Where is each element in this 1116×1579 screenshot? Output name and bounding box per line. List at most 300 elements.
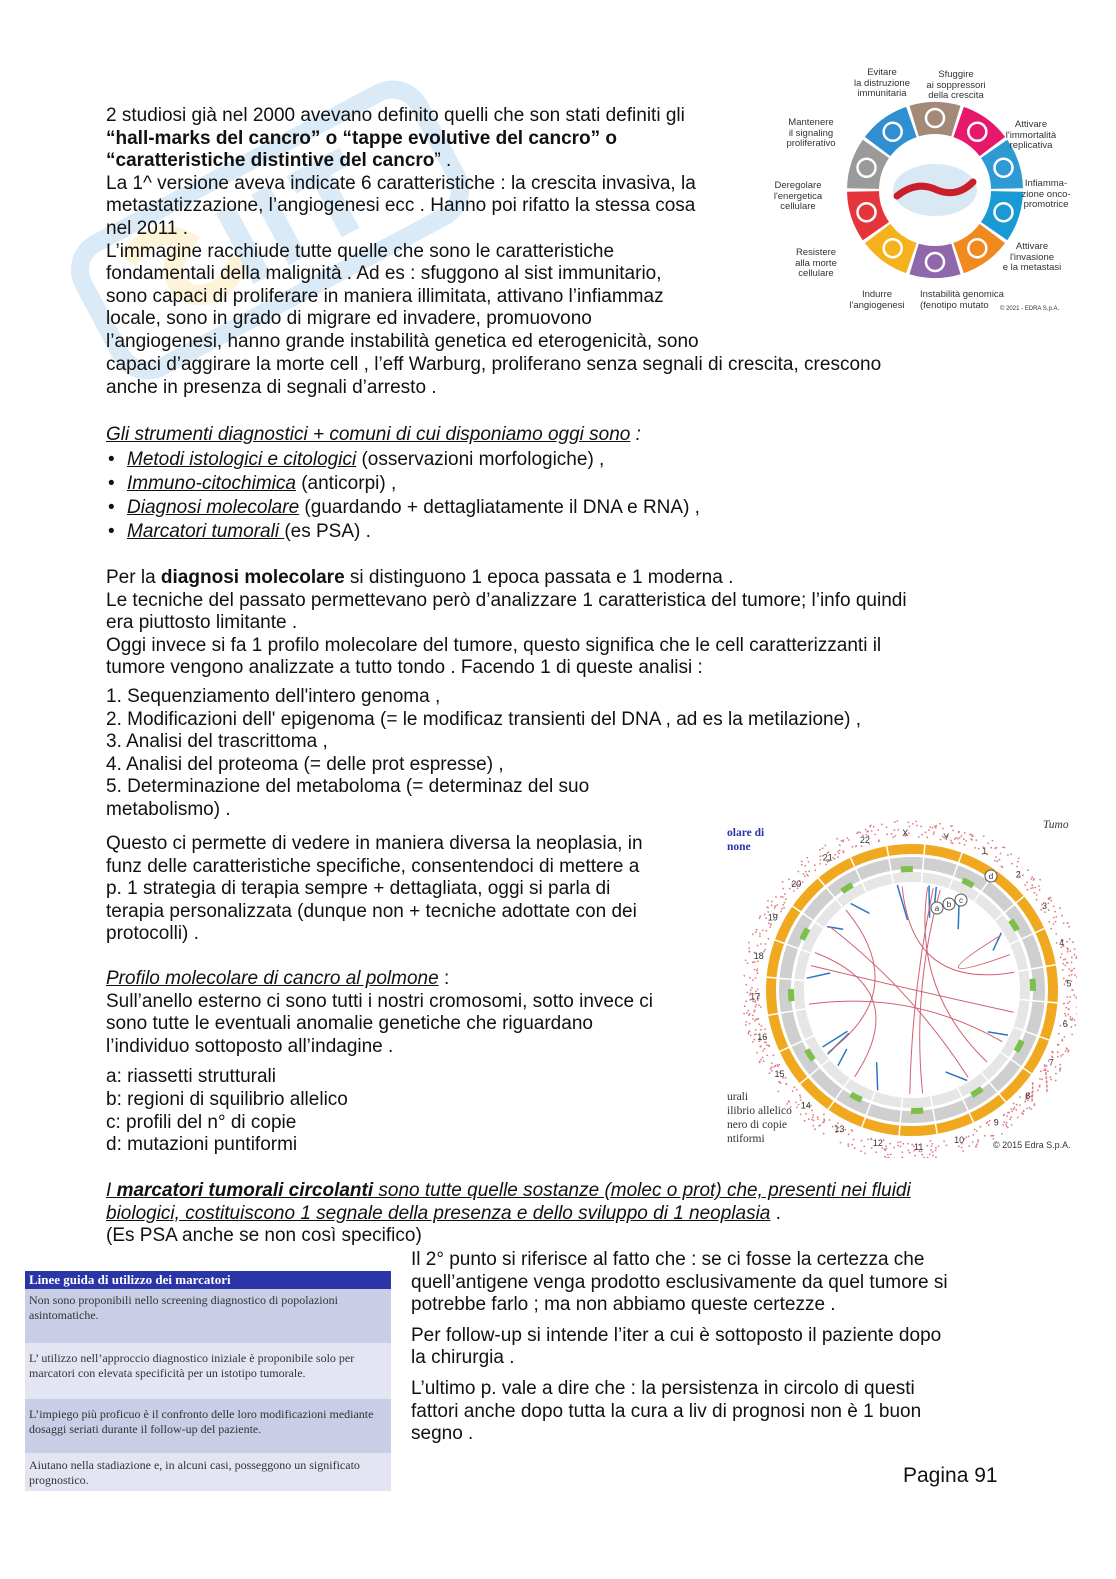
mutation-dot <box>745 959 747 961</box>
mutation-dot <box>754 1034 756 1036</box>
mutation-dot <box>1068 1050 1070 1052</box>
mutation-dot <box>765 943 767 945</box>
mutation-dot <box>1026 1108 1028 1110</box>
mutation-dot <box>812 1117 814 1119</box>
mutation-dot <box>1059 1070 1061 1072</box>
mutation-dot <box>1072 1018 1074 1020</box>
mutation-dot <box>808 1118 810 1120</box>
mutation-dot <box>911 1144 913 1146</box>
mutation-dot <box>1068 1009 1070 1011</box>
mutation-dot <box>1067 951 1069 953</box>
mutation-dot <box>1036 894 1038 896</box>
mutation-dot <box>908 1150 910 1152</box>
hallmarks-figure <box>770 68 1080 318</box>
mutation-dot <box>990 1135 992 1137</box>
mutation-dot <box>977 1139 979 1141</box>
neoplasia-line: funz delle caratteristiche specifiche, consentendoci di mettere a <box>106 855 640 877</box>
mutation-dot <box>932 1155 934 1157</box>
intro-line: l’angiogenesi, hanno grande instabilità genetica ed eterogenicità, sono <box>106 330 699 352</box>
mutation-dot <box>1046 1065 1048 1067</box>
mutation-dot <box>763 1060 765 1062</box>
mutation-dot <box>1076 1007 1077 1009</box>
mutation-dot <box>933 831 935 833</box>
tools-title-suffix: : <box>630 424 641 445</box>
mutation-dot <box>1032 1087 1034 1089</box>
mutation-dot <box>1026 881 1028 883</box>
mutation-dot <box>817 1116 819 1118</box>
mutation-dot <box>748 1010 750 1012</box>
mutation-dot <box>782 888 784 890</box>
mutation-dot <box>781 908 783 910</box>
mutation-dot <box>814 864 816 866</box>
mutation-dot <box>762 1050 764 1052</box>
profile-title-suffix: : <box>438 968 450 989</box>
mutation-dot <box>897 1145 899 1147</box>
guidelines-row: L’impiego più proficuo è il confronto delle loro modificazioni mediante dosaggi seriati durante il follow-up del paziente. <box>25 1399 391 1453</box>
mutation-dot <box>1018 858 1020 860</box>
mutation-dot <box>752 1041 754 1043</box>
mutation-dot <box>1074 974 1076 976</box>
mutation-dot <box>901 1151 903 1153</box>
mutation-dot <box>757 945 759 947</box>
mutation-dot <box>890 1154 892 1156</box>
mutation-dot <box>770 1068 772 1070</box>
mutation-dot <box>1024 884 1026 886</box>
note-paragraph <box>411 1249 1031 1317</box>
mutation-dot <box>1059 907 1061 909</box>
mutation-dot <box>768 1045 770 1047</box>
mutation-dot <box>1034 892 1036 894</box>
mutation-dot <box>832 1126 834 1128</box>
mutation-dot <box>1075 996 1077 998</box>
mutation-dot <box>798 1104 800 1106</box>
mutation-dot <box>1044 1065 1046 1067</box>
mutation-dot <box>1032 1083 1034 1085</box>
mutation-dot <box>760 1059 762 1061</box>
mutation-dot <box>931 1145 933 1147</box>
mutation-dot <box>1004 847 1006 849</box>
mutation-dot <box>992 840 994 842</box>
mutation-dot <box>1065 1051 1067 1053</box>
mutation-dot <box>837 856 839 858</box>
mutation-dot <box>753 1039 755 1041</box>
chromosome-label: 9 <box>993 1117 999 1128</box>
mutation-dot <box>757 968 759 970</box>
mutation-dot <box>1055 921 1057 923</box>
mutation-dot <box>1033 1103 1035 1105</box>
intro-line <box>106 150 766 173</box>
chromosome-label: 14 <box>800 1100 811 1111</box>
mutation-dot <box>854 1147 856 1149</box>
mutation-dot <box>943 1140 945 1142</box>
hallmark-label-infiammazione: Infiamma- zione onco- promotrice <box>1021 178 1071 210</box>
mutation-dot <box>997 860 999 862</box>
mutation-dot <box>1039 1086 1041 1088</box>
mutation-dot <box>980 1126 982 1128</box>
structural-rearrangement-tick <box>988 1032 1008 1035</box>
profile-legend-item: b: regioni di squilibrio allelico <box>106 1088 348 1110</box>
mutation-dot <box>1001 866 1003 868</box>
mutation-dot <box>1064 1013 1066 1015</box>
molecular-analysis-item: metabolismo) . <box>106 798 231 820</box>
mutation-dot <box>746 1012 748 1014</box>
mutation-dot <box>990 847 992 849</box>
mutation-dot <box>863 1146 865 1148</box>
mutation-dot <box>1029 1107 1031 1109</box>
hallmark-label-attivare-immortalita: Attivare l'immortalità replicativa <box>1005 119 1057 151</box>
mutation-dot <box>1065 1007 1067 1009</box>
tool-name: Diagnosi molecolare <box>127 496 300 518</box>
mutation-dot <box>932 827 934 829</box>
mutation-dot <box>916 825 918 827</box>
hallmark-label-indurre: Indurre l'angiogenesi <box>849 289 905 311</box>
mutation-dot <box>1027 869 1029 871</box>
mutation-dot <box>759 915 761 917</box>
mutation-dot <box>1070 1026 1072 1028</box>
mutation-dot <box>852 1130 854 1132</box>
mutation-dot <box>893 1147 895 1149</box>
mutation-dot <box>976 1143 978 1145</box>
mutation-dot <box>758 1004 760 1006</box>
mutation-dot <box>764 949 766 951</box>
mutation-dot <box>806 874 808 876</box>
chromosome-label: X <box>902 828 909 839</box>
mutation-dot <box>884 1148 886 1150</box>
mutation-dot <box>760 1006 762 1008</box>
chromosome-ring <box>771 849 1053 1131</box>
mutation-dot <box>759 1061 761 1063</box>
mutation-dot <box>993 1135 995 1137</box>
mutation-dot <box>1066 941 1068 943</box>
mutation-dot <box>1055 1073 1057 1075</box>
track-marker-label: c <box>959 896 963 905</box>
mutation-dot <box>848 1145 850 1147</box>
mutation-dot <box>1055 1080 1057 1082</box>
mutation-dot <box>745 1024 747 1026</box>
mutation-dot <box>1033 879 1035 881</box>
mutation-dot <box>1053 923 1055 925</box>
mutation-dot <box>1022 874 1024 876</box>
mutation-dot <box>745 1000 747 1002</box>
mutation-dot <box>1063 922 1065 924</box>
mutation-dot <box>822 847 824 849</box>
mutation-dot <box>795 1102 797 1104</box>
mutation-dot <box>1062 969 1064 971</box>
mutation-dot <box>780 896 782 898</box>
mutation-dot <box>1074 1019 1076 1021</box>
mutation-dot <box>848 1134 850 1136</box>
mutation-dot <box>1069 950 1071 952</box>
mutation-dot <box>1055 916 1057 918</box>
mutation-dot <box>1011 863 1013 865</box>
mutation-dot <box>897 820 899 822</box>
mutation-dot <box>886 833 888 835</box>
chromosome-label: 7 <box>1048 1057 1054 1068</box>
translocation-chord <box>830 927 969 1078</box>
mutation-dot <box>1067 949 1069 951</box>
mutation-dot <box>961 835 963 837</box>
chromosome-label: 1 <box>982 845 988 856</box>
intro-line: metastatizzazione, l’angiogenesi ecc . Hanno poi rifatto la stessa cosa <box>106 195 696 217</box>
mutation-dot <box>912 823 914 825</box>
molecular-analysis-list <box>106 686 1006 822</box>
tools-list-item <box>106 497 806 520</box>
hallmark-label-mantenere: Mantenere il signaling proliferativo <box>786 117 836 149</box>
mutation-dot <box>1072 941 1074 943</box>
mutation-dot <box>921 1154 923 1156</box>
mutation-dot <box>1015 1109 1017 1111</box>
mutation-dot <box>752 979 754 981</box>
mutation-dot <box>909 1152 911 1154</box>
mutation-dot <box>893 829 895 831</box>
mutation-dot <box>785 1077 787 1079</box>
guidelines-row: Non sono proponibili nello screening diagnostico di popolazioni asintomatiche. <box>25 1289 391 1343</box>
mutation-dot <box>839 849 841 851</box>
mutation-dot <box>969 834 971 836</box>
tool-detail: (osservazioni morfologiche) , <box>356 448 605 470</box>
mutation-dot <box>829 1119 831 1121</box>
mutation-dot <box>1068 975 1070 977</box>
mutation-dot <box>987 842 989 844</box>
mutation-dot <box>1027 889 1029 891</box>
mutation-dot <box>1064 965 1066 967</box>
mutation-dot <box>784 893 786 895</box>
circos-figure <box>727 818 1077 1158</box>
structural-rearrangement-tick <box>946 1072 968 1081</box>
mutation-dot <box>900 1141 902 1143</box>
mutation-dot <box>760 943 762 945</box>
mutation-dot <box>1057 1051 1059 1053</box>
mutation-dot <box>814 1128 816 1130</box>
mutation-dot <box>1046 1082 1048 1084</box>
mutation-dot <box>759 935 761 937</box>
mutation-dot <box>968 1145 970 1147</box>
chromosome-label: 21 <box>822 852 833 863</box>
mutation-dot <box>1040 1071 1042 1073</box>
mutation-dot <box>759 917 761 919</box>
mutation-dot <box>1055 933 1057 935</box>
mutation-dot <box>801 861 803 863</box>
intro-paragraph-tail <box>106 354 1066 399</box>
notes-section <box>411 1249 1031 1446</box>
mutation-dot <box>745 1021 747 1023</box>
mutation-dot <box>798 871 800 873</box>
mutation-dot <box>929 1154 931 1156</box>
mutation-dot <box>974 847 976 849</box>
neoplasia-line: protocolli) . <box>106 923 199 945</box>
track-marker-label: b <box>946 900 952 909</box>
molecular-line: Oggi invece si fa 1 profilo molecolare del tumore, questo significa che le cell caratterizzanti il <box>106 634 882 656</box>
tools-list-item <box>106 473 806 496</box>
mutation-dot <box>1074 954 1076 956</box>
mutation-dot <box>800 1096 802 1098</box>
mutation-dot <box>977 1141 979 1143</box>
mutation-dot <box>920 826 922 828</box>
mutation-dot <box>1064 983 1066 985</box>
molecular-fragment: Per la <box>106 567 161 588</box>
structural-rearrangement-tick <box>851 904 870 914</box>
mutation-dot <box>1070 1016 1072 1018</box>
mutation-dot <box>756 929 758 931</box>
mutation-dot <box>926 836 928 838</box>
mutation-dot <box>782 904 784 906</box>
mutation-dot <box>1050 900 1052 902</box>
mutation-dot <box>955 837 957 839</box>
mutation-dot <box>808 861 810 863</box>
mutation-dot <box>1011 1111 1013 1113</box>
mutation-dot <box>1049 1076 1051 1078</box>
mutation-dot <box>892 836 894 838</box>
mutation-dot <box>825 864 827 866</box>
molecular-diagnosis-section <box>106 567 1006 822</box>
mutation-dot <box>774 905 776 907</box>
mutation-dot <box>852 846 854 848</box>
mutation-dot <box>987 1121 989 1123</box>
mutation-dot <box>1009 1119 1011 1121</box>
mutation-dot <box>886 826 888 828</box>
mutation-dot <box>1016 1104 1018 1106</box>
mutation-dot <box>753 1011 755 1013</box>
mutation-dot <box>778 1064 780 1066</box>
mutation-dot <box>748 1031 750 1033</box>
mutation-dot <box>1022 1113 1024 1115</box>
mutation-dot <box>853 1139 855 1141</box>
markers-suffix: . <box>770 1202 781 1224</box>
mutation-dot <box>1039 889 1041 891</box>
mutation-dot <box>1048 898 1050 900</box>
mutation-dot <box>847 1143 849 1145</box>
tools-title: Gli strumenti diagnostici + comuni di cui disponiamo oggi sono <box>106 424 631 445</box>
mutation-dot <box>757 972 759 974</box>
copy-number-gain <box>791 989 792 1001</box>
mutation-dot <box>877 829 879 831</box>
mutation-dot <box>994 860 996 862</box>
mutation-dot <box>861 1140 863 1142</box>
mutation-dot <box>1071 974 1073 976</box>
note-line: fattori anche dopo tutta la cura a liv di prognosi non è 1 buon <box>411 1400 922 1422</box>
mutation-dot <box>751 987 753 989</box>
mutation-dot <box>768 922 770 924</box>
mutation-dot <box>1023 1110 1025 1112</box>
chromosome-label: Y <box>943 831 950 842</box>
mutation-dot <box>952 842 954 844</box>
mutation-dot <box>841 840 843 842</box>
tool-detail: (guardando + dettagliatamente il DNA e RNA) , <box>299 496 700 518</box>
mutation-dot <box>747 992 749 994</box>
structural-rearrangement-tick <box>929 885 930 917</box>
mutation-dot <box>1002 846 1004 848</box>
mutation-dot <box>875 1151 877 1153</box>
mutation-dot <box>926 1145 928 1147</box>
markers-definition <box>106 1180 1006 1248</box>
mutation-dot <box>935 1150 937 1152</box>
mutation-dot <box>1038 885 1040 887</box>
mutation-dot <box>1019 1096 1021 1098</box>
structural-rearrangement-tick <box>877 1062 878 1090</box>
mutation-dot <box>754 969 756 971</box>
hallmarks-copyright: © 2021 - EDRA S.p.A. <box>1000 306 1060 312</box>
mutation-dot <box>1003 1114 1005 1116</box>
mutation-dot <box>1071 962 1073 964</box>
circos-right-top-label: Tumo <box>1043 819 1069 831</box>
neoplasia-line: p. 1 strategia di terapia sempre + dettagliata, oggi si parla di <box>106 878 611 900</box>
mutation-dot <box>856 832 858 834</box>
mutation-dot <box>1048 903 1050 905</box>
mutation-dot <box>1066 947 1068 949</box>
tool-name: Marcatori tumorali <box>127 520 285 542</box>
mutation-dot <box>940 839 942 841</box>
mutation-dot <box>914 1155 916 1157</box>
translocation-chord <box>811 966 1014 1013</box>
markers-term: marcatori tumorali circolanti <box>116 1180 374 1201</box>
mutation-dot <box>1065 958 1067 960</box>
mutation-dot <box>1039 879 1041 881</box>
molecular-line <box>106 567 1006 590</box>
structural-rearrangement-tick <box>838 1049 847 1066</box>
note-line: segno . <box>411 1423 474 1445</box>
mutation-dot <box>1056 942 1058 944</box>
mutation-dot <box>746 984 748 986</box>
mutation-dot <box>927 1157 929 1158</box>
mutation-dot <box>989 1120 991 1122</box>
intro-line: capaci d’aggirare la morte cell , l’eff Warburg, proliferano senza segnali di crescita, crescono <box>106 354 882 375</box>
mutation-dot <box>994 847 996 849</box>
mutation-dot <box>954 838 956 840</box>
mutation-dot <box>803 873 805 875</box>
mutation-dot <box>1055 1066 1057 1068</box>
mutation-dot <box>1003 1121 1005 1123</box>
mutation-dot <box>1010 853 1012 855</box>
mutation-dot <box>819 849 821 851</box>
mutation-dot <box>785 898 787 900</box>
mutation-dot <box>1071 1034 1073 1036</box>
mutation-dot <box>823 1120 825 1122</box>
mutation-dot <box>930 1149 932 1151</box>
molecular-analysis-item: 1. Sequenziamento dell'intero genoma , <box>106 685 441 707</box>
structural-rearrangement-tick <box>807 973 831 978</box>
copy-number-track <box>785 863 1039 1117</box>
mutation-dot <box>1016 866 1018 868</box>
mutation-dot <box>765 930 767 932</box>
mutation-dot <box>1030 888 1032 890</box>
mutation-dot <box>758 1023 760 1025</box>
mutation-dot <box>1061 1039 1063 1041</box>
mutation-dot <box>921 834 923 836</box>
mutation-dot <box>865 829 867 831</box>
mutation-dot <box>851 1144 853 1146</box>
mutation-dot <box>976 1130 978 1132</box>
mutation-dot <box>748 951 750 953</box>
mutation-dot <box>1069 938 1071 940</box>
intro-line: fondamentali della malignità . Ad es : sfuggono al sist immunitario, <box>106 263 662 285</box>
hallmark-label-instabilita: Instabilità genomica (fenotipo mutato <box>920 289 1004 311</box>
mutation-dot <box>767 900 769 902</box>
mutation-dot <box>805 871 807 873</box>
molecular-term: diagnosi molecolare <box>160 567 345 588</box>
mutation-dot <box>754 1020 756 1022</box>
mutation-dot <box>792 1090 794 1092</box>
mutation-dot <box>1010 1116 1012 1118</box>
neoplasia-line: terapia personalizzata (dunque non + tecniche adottate con dei <box>106 900 637 922</box>
mutation-dot <box>972 1141 974 1143</box>
hallmarks-term: “caratteristiche distintive del cancro <box>106 150 435 172</box>
mutation-dot <box>891 833 893 835</box>
mutation-dot <box>908 826 910 828</box>
chromosome-label: 6 <box>1062 1019 1068 1030</box>
mutation-dot <box>820 859 822 861</box>
mutation-dot <box>860 1150 862 1152</box>
mutation-dot <box>1044 911 1046 913</box>
